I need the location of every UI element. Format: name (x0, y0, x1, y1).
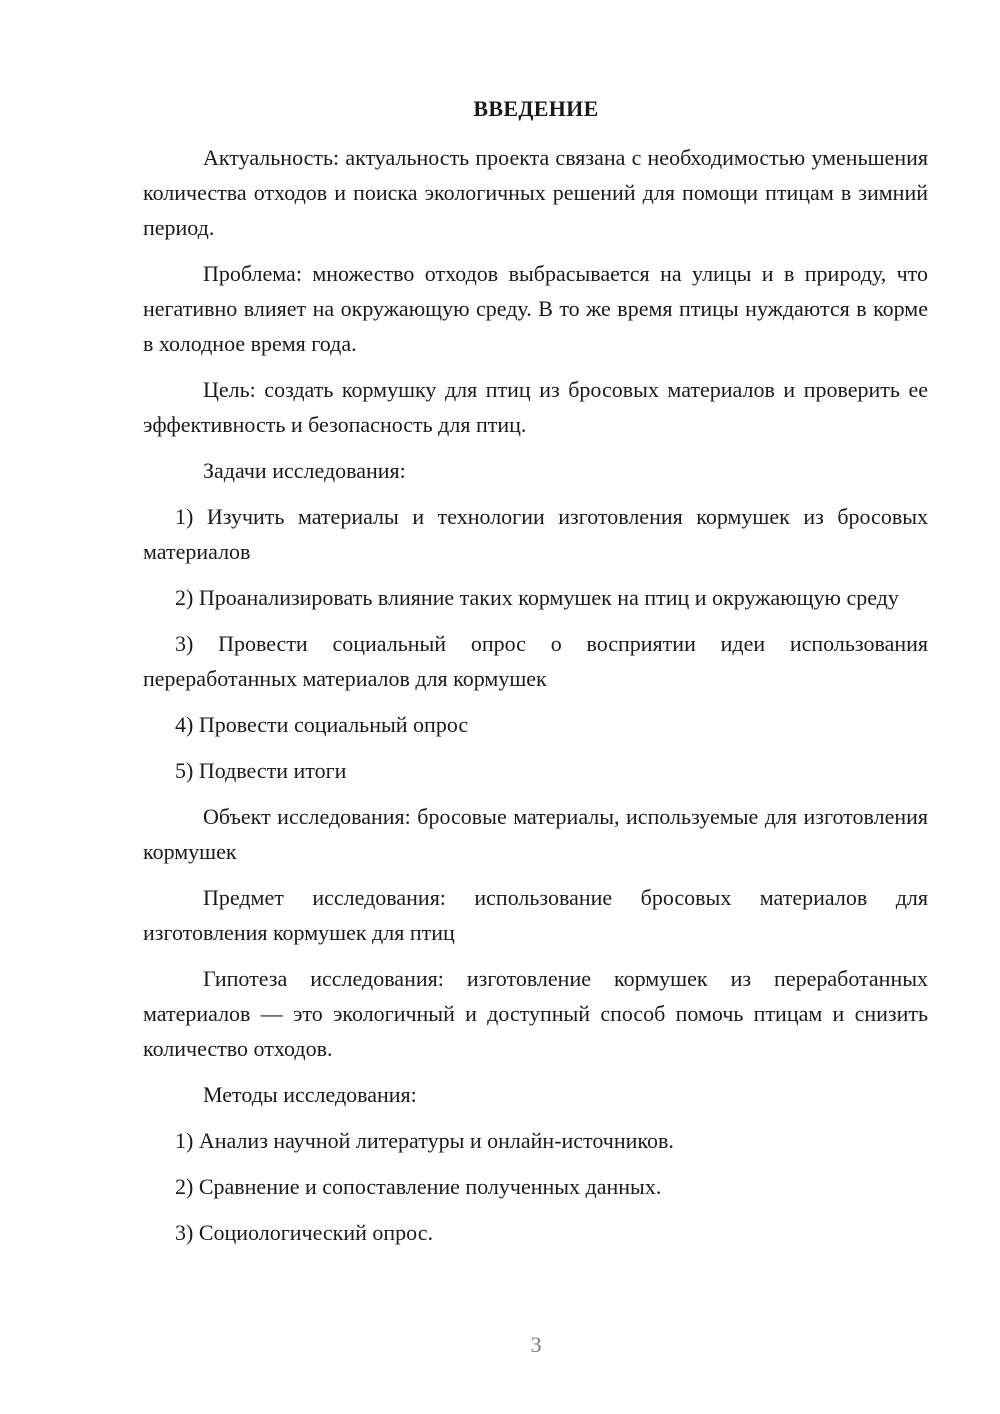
hypothesis-paragraph: Гипотеза исследования: изготовление кормушек из переработанных материалов — это экологичный и доступный способ помочь птицам и снизить количество отходов. (143, 966, 928, 1061)
method-item-1: 1) Анализ научной литературы и онлайн-источников. (175, 1128, 674, 1153)
subject-paragraph: Предмет исследования: использование бросовых материалов для изготовления кормушек для птиц (143, 885, 928, 945)
task-item-2: 2) Проанализировать влияние таких кормушек на птиц и окружающую среду (175, 585, 899, 610)
methods-title: Методы исследования: (203, 1082, 417, 1107)
object-paragraph: Объект исследования: бросовые материалы, используемые для изготовления кормушек (143, 804, 928, 864)
document-body (143, 140, 928, 1261)
method-item-3: 3) Социологический опрос. (175, 1220, 433, 1245)
section-heading: ВВЕДЕНИЕ (473, 96, 599, 121)
page-number: 3 (530, 1332, 542, 1357)
relevance-paragraph: Актуальность: актуальность проекта связана с необходимостью уменьшения количества отходов и поиска экологичных решений для помощи птицам в зимний период. (143, 145, 928, 240)
goal-paragraph: Цель: создать кормушку для птиц из бросовых материалов и проверить ее эффективность и безопасность для птиц. (143, 377, 928, 437)
tasks-title: Задачи исследования: (203, 458, 406, 483)
task-item-4: 4) Провести социальный опрос (175, 712, 469, 737)
task-item-1: 1) Изучить материалы и технологии изготовления кормушек из бросовых материалов (143, 504, 928, 564)
task-item-3: 3) Провести социальный опрос о восприятии идеи использования переработанных материалов для кормушек (143, 631, 928, 691)
problem-paragraph: Проблема: множество отходов выбрасывается на улицы и в природу, что негативно влияет на окружающую среду. В то же время птицы нуждаются в корме в холодное время года. (143, 261, 928, 356)
method-item-2: 2) Сравнение и сопоставление полученных данных. (175, 1174, 662, 1199)
task-item-5: 5) Подвести итоги (175, 758, 347, 783)
